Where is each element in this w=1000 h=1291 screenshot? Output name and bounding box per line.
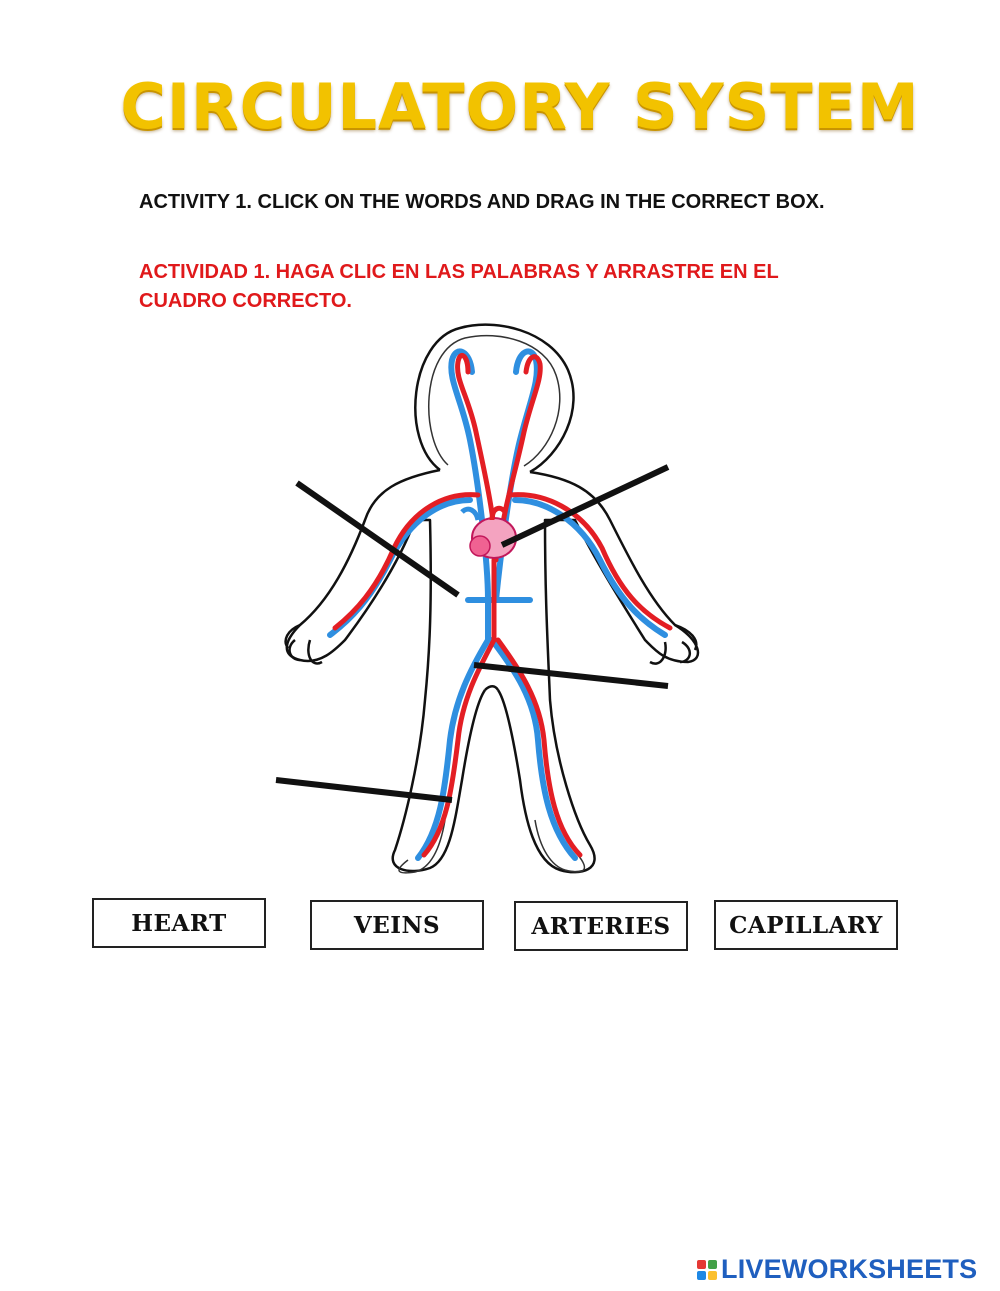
label-line-3	[474, 665, 668, 686]
liveworksheets-logo	[697, 1254, 977, 1285]
word-box-arteries[interactable]: ARTERIES	[514, 901, 688, 951]
word-box-heart[interactable]: HEART	[92, 898, 266, 948]
word-box-capillary[interactable]: CAPILLARY	[714, 900, 898, 950]
liveworksheets-logo-text: LIVEWORKSHEETS	[721, 1254, 978, 1284]
veins-drawing	[330, 351, 665, 858]
word-box-veins[interactable]: VEINS	[310, 900, 484, 950]
instructions-english: ACTIVITY 1. CLICK ON THE WORDS AND DRAG IN THE CORRECT BOX.	[139, 191, 825, 213]
page-title: CIRCULATORY SYSTEM	[120, 70, 920, 143]
arteries-drawing	[335, 355, 670, 855]
liveworksheets-logo-icon	[697, 1260, 717, 1280]
instructions-spanish: ACTIVIDAD 1. HAGA CLIC EN LAS PALABRAS Y ARRASTRE EN EL CUADRO CORRECTO.	[139, 261, 779, 312]
label-line-4	[276, 780, 452, 800]
